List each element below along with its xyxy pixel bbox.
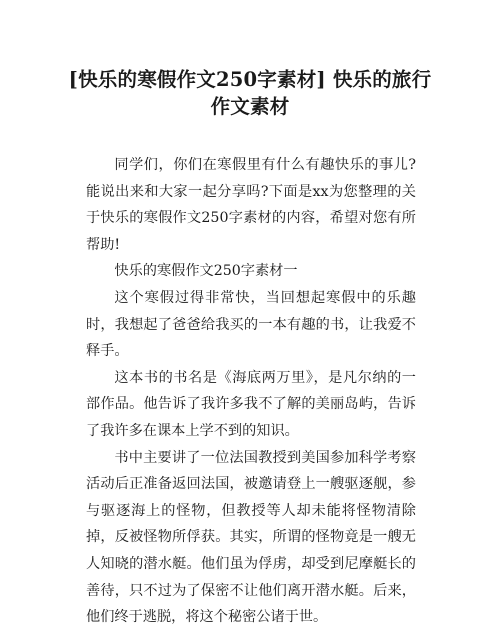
paragraph-1: 这个寒假过得非常快，当回想起寒假中的乐趣时，我想起了爸爸给我买的一本有趣的书，让我爱不释手。	[86, 289, 416, 360]
paragraph-subheading: 快乐的寒假作文250字素材一	[114, 263, 298, 280]
paragraph-intro: 同学们，你们在寒假里有什么有趣快乐的事儿?能说出来和大家一起分享吗?下面是xx为您整理的关于快乐的寒假作文250字素材的内容，希望对您有所帮助!	[86, 157, 416, 253]
document-body	[86, 152, 416, 631]
paragraph-3: 书中主要讲了一位法国教授到美国参加科学考察活动后正准备返回法国，被邀请登上一艘驱逐舰，参与驱逐海上的怪物，但教授等人却未能将怪物清除掉，反被怪物所俘获。其实，所谓的怪物竟是一艘无人知晓的潜水艇。他们虽为俘虏，却受到尼摩艇长的善待，只不过为了保密不让他们离开潜水艇。后来，他们终于逃脱，将这个秘密公诸于世。	[86, 449, 416, 626]
paragraph-2: 这本书的书名是《海底两万里》，是凡尔纳的一部作品。他告诉了我许多我不了解的美丽岛屿，告诉了我许多在课本上学不到的知识。	[86, 369, 416, 439]
document-title: [快乐的寒假作文250字素材] 快乐的旅行作文素材	[68, 68, 432, 118]
